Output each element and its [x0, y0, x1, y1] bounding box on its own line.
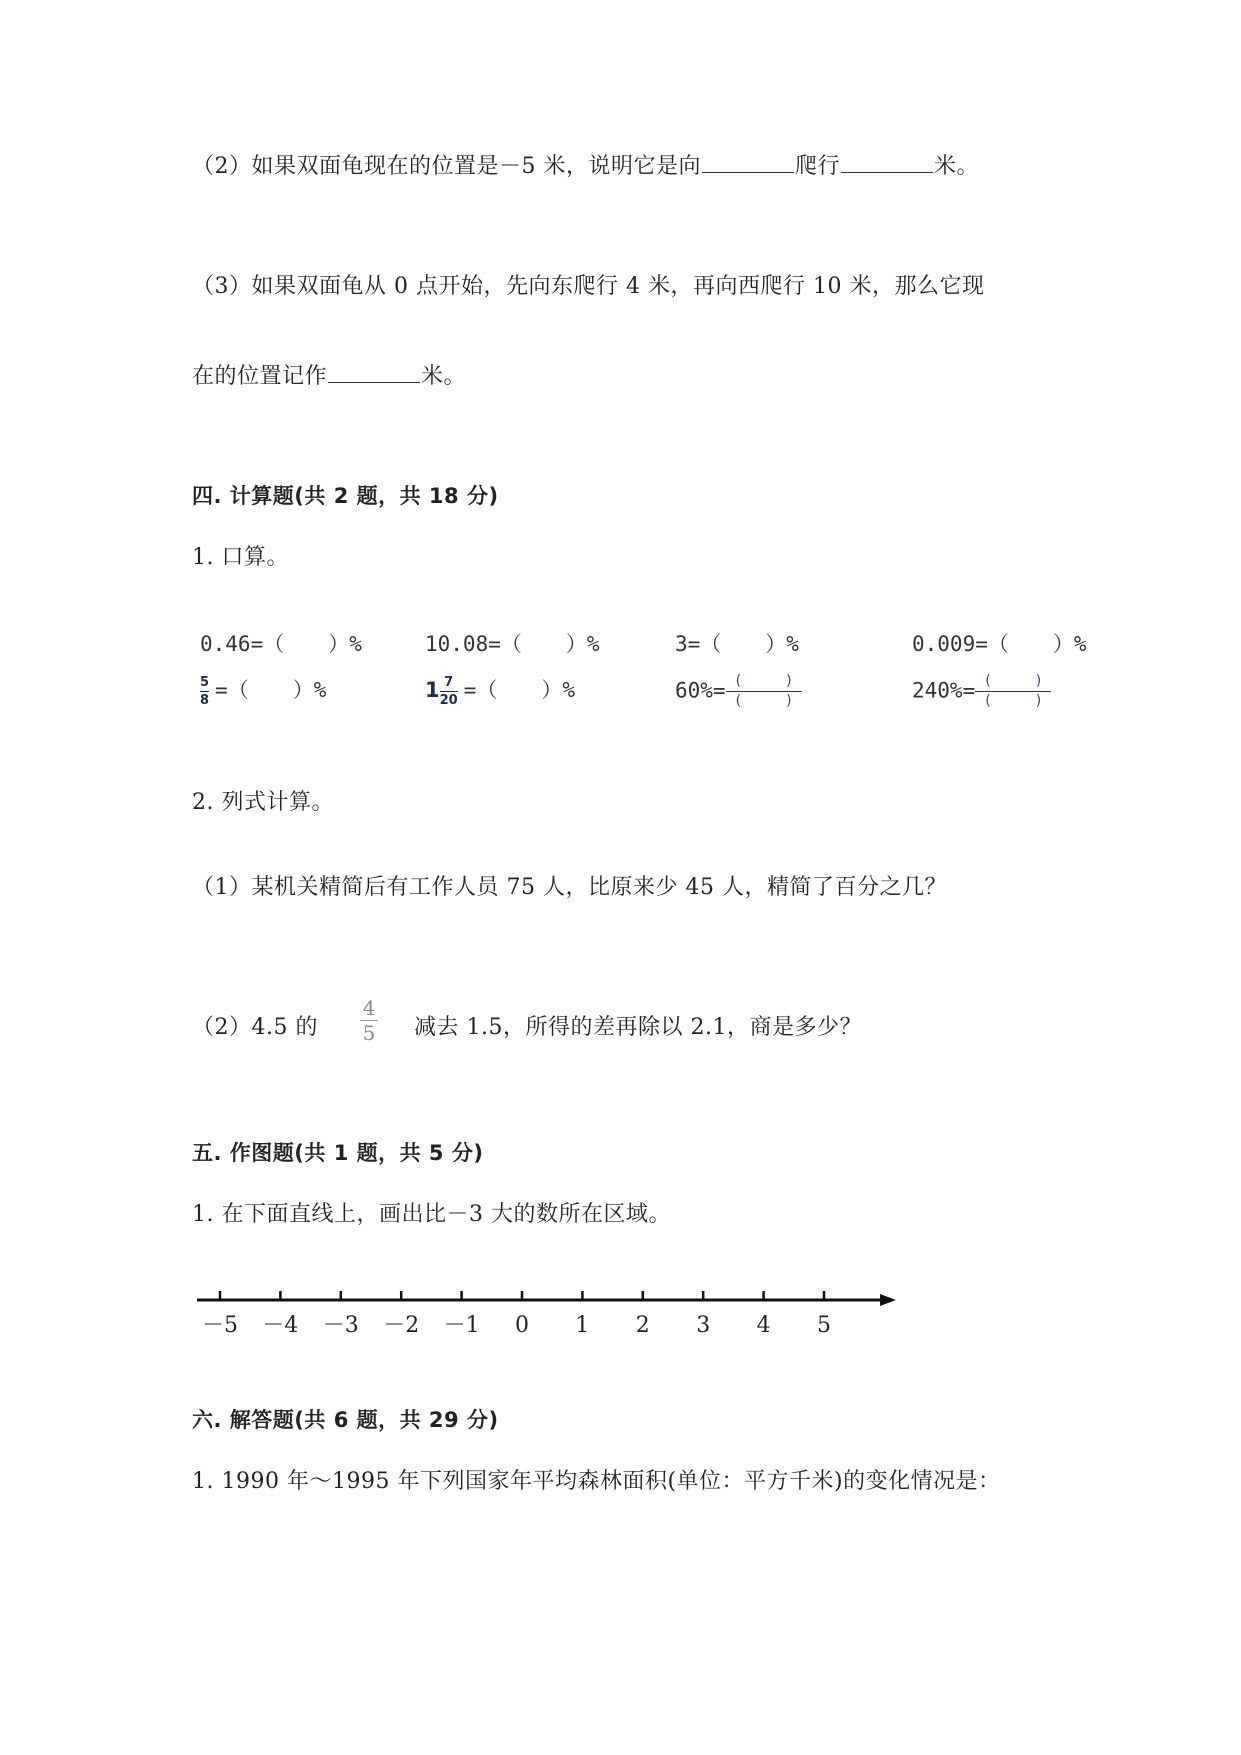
q3-2-suffix: 米。: [934, 154, 980, 179]
tick-label: 4: [756, 1313, 771, 1338]
fraction-4-5: [360, 997, 378, 1044]
oral-item-close: ）%: [765, 632, 799, 656]
mixed-number-whole: 1: [425, 678, 440, 702]
fraction-bar: [200, 691, 209, 692]
question-4-2-title: 2. 列式计算。: [192, 790, 334, 815]
oral-item-close: ）%: [292, 678, 327, 702]
oral-item-close: ）%: [1052, 632, 1087, 656]
oral-item-expr: =（: [463, 678, 498, 702]
blank-denominator[interactable]: [975, 694, 1051, 709]
fraction-numerator: 5: [200, 674, 210, 690]
fraction-denominator: 5: [362, 1021, 376, 1045]
oral-item-expr: 60%=: [675, 678, 726, 703]
q4-2-2-prefix: （2）4.5 的: [192, 1015, 318, 1040]
q3-3-suffix: 米。: [421, 364, 467, 389]
tick-label: －1: [443, 1313, 480, 1338]
tick-label: －2: [383, 1313, 420, 1338]
oral-item-8: [912, 674, 1051, 709]
oral-item-expr: 0.46=（: [200, 632, 285, 656]
paren-close: ): [786, 673, 792, 689]
paren-close: ): [1035, 673, 1042, 689]
blank-numerator[interactable]: [726, 674, 802, 689]
q3-2-middle: 爬行: [795, 154, 841, 179]
question-3-3-line2: [192, 362, 466, 392]
question-4-2-2-suffix: 减去 1.5，所得的差再除以 2.1，商是多少？: [414, 1015, 862, 1040]
fraction-5-8: [200, 675, 209, 708]
fraction-denominator: 8: [200, 692, 210, 708]
fraction-bar: [440, 691, 458, 692]
question-3-2: [192, 152, 979, 182]
question-4-2-1: （1）某机关精简后有工作人员 75 人，比原来少 45 人，精简了百分之几？: [192, 875, 947, 900]
fraction-bar: [726, 691, 802, 692]
blank-denominator[interactable]: [726, 694, 802, 709]
oral-item-3: [675, 628, 799, 658]
tick-label: －5: [202, 1313, 238, 1338]
tick-label: －4: [262, 1313, 299, 1338]
fraction-bar: [975, 691, 1051, 692]
tick-label: 3: [696, 1313, 711, 1338]
oral-item-7: [675, 674, 802, 709]
fraction-denominator: 20: [439, 692, 458, 708]
q3-3-prefix: 在的位置记作: [192, 364, 328, 389]
oral-item-expr: 0.009=（: [912, 632, 1009, 656]
question-4-1-title: 1. 口算。: [192, 545, 289, 570]
fraction-numerator: 4: [362, 996, 376, 1020]
section-5-heading: 五. 作图题(共 1 题，共 5 分): [192, 1141, 484, 1165]
oral-item-6: [425, 674, 575, 708]
question-5-1: 1. 在下面直线上，画出比－3 大的数所在区域。: [192, 1202, 671, 1227]
answer-blank-distance[interactable]: [841, 152, 933, 173]
section-6-heading: 六. 解答题(共 6 题，共 29 分): [192, 1408, 499, 1432]
fraction-7-20: [440, 675, 458, 708]
arrow-head-icon: [880, 1294, 896, 1306]
tick-label: 5: [817, 1313, 831, 1338]
blank-numerator[interactable]: [975, 674, 1051, 689]
section-4-heading: 四. 计算题(共 2 题，共 18 分): [192, 484, 499, 508]
tick-label: 1: [575, 1313, 590, 1338]
oral-item-1: [200, 628, 362, 658]
paren-close: ): [786, 693, 792, 709]
oral-item-expr: 3=（: [675, 632, 722, 656]
fraction-numerator: 7: [444, 674, 454, 690]
paren-open: (: [985, 693, 991, 709]
paren-close: ): [1035, 693, 1042, 709]
tick-label: 0: [515, 1313, 529, 1338]
paren-open: (: [985, 673, 991, 689]
paren-open: (: [735, 673, 742, 689]
number-line[interactable]: [0, 1270, 1241, 1350]
question-3-3-line1: （3）如果双面龟从 0 点开始，先向东爬行 4 米，再向西爬行 10 米，那么它现: [192, 274, 985, 299]
oral-item-expr: 10.08=（: [425, 632, 522, 656]
question-6-1: 1. 1990 年～1995 年下列国家年平均森林面积(单位：平方千米)的变化情况是：: [192, 1469, 1001, 1494]
oral-item-close: ）%: [328, 632, 362, 656]
answer-blank-position[interactable]: [328, 362, 420, 383]
answer-blank-direction[interactable]: [702, 152, 794, 173]
paren-open: (: [735, 693, 742, 709]
oral-item-expr: =（: [215, 678, 249, 702]
q3-2-prefix: （2）如果双面龟现在的位置是－5 米，说明它是向: [192, 154, 701, 179]
oral-item-2: [425, 628, 600, 658]
question-4-2-2: [192, 1013, 318, 1043]
oral-item-close: ）%: [565, 632, 600, 656]
oral-item-5: [200, 674, 326, 708]
blank-fraction[interactable]: [975, 674, 1051, 709]
oral-item-close: ）%: [541, 678, 576, 702]
oral-item-expr: 240%=: [912, 678, 976, 703]
blank-fraction[interactable]: [726, 674, 802, 709]
oral-item-4: [912, 628, 1087, 658]
tick-label: 2: [635, 1313, 650, 1338]
tick-label: －3: [322, 1313, 359, 1338]
